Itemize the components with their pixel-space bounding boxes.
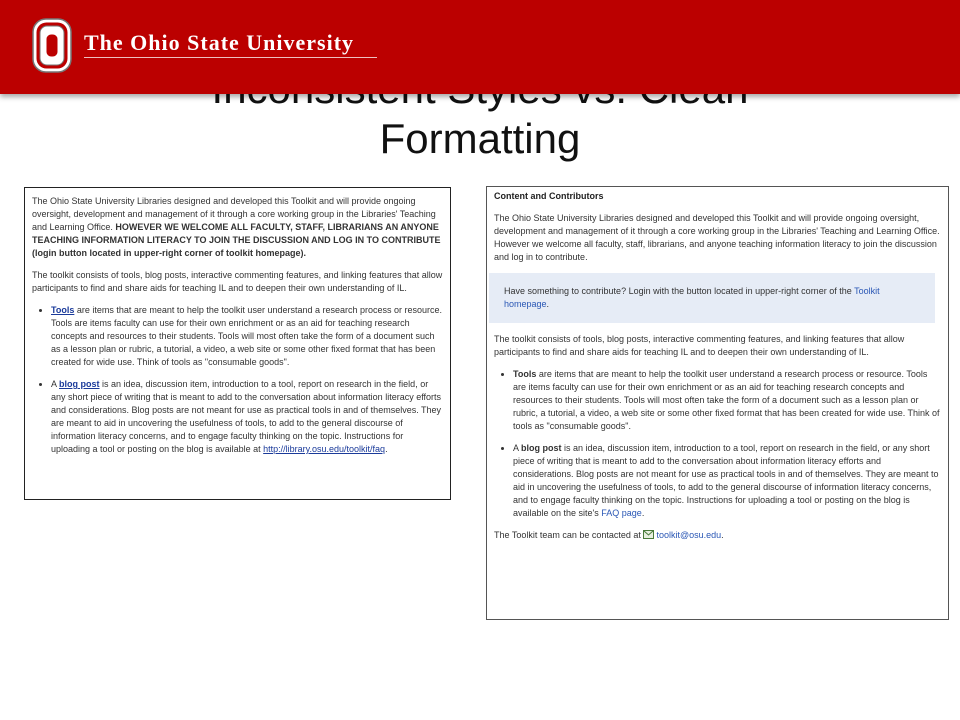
list-item: [51, 378, 443, 456]
left-consists-paragraph: The toolkit consists of tools, blog posts, interactive commenting features, and linking features that allow participants to find and share aids for teaching IL and to deepen their own understanding of IL.: [32, 270, 443, 293]
content-contributors-heading: Content and Contributors: [494, 191, 604, 201]
left-intro-paragraph: [32, 195, 443, 260]
mail-icon: [643, 530, 654, 539]
left-definitions-list: [32, 304, 443, 456]
faq-url-link[interactable]: http://library.osu.edu/toolkit/faq: [263, 444, 386, 454]
tools-term: Tools: [513, 369, 537, 379]
contact-line: [494, 529, 941, 542]
tools-definition: are items that are meant to help the toolkit user understand a research process or resource. Tools are items faculty can use for their own enrichment or as an aid for teaching research concepts and resources to their students. Tools will most often take the form of a document such as a lesson plan or rubric, a tutorial, a video, a web site or some other fixed format that has been created for wide use. Think of tools as "consumable goods".: [513, 369, 940, 431]
contact-text: The Toolkit team can be contacted at: [494, 530, 644, 540]
blog-end: .: [385, 444, 388, 454]
toolkit-homepage-link[interactable]: Toolkit homepage: [504, 286, 880, 309]
toolkit-email-link[interactable]: toolkit@osu.edu: [656, 530, 722, 540]
clean-formatting-panel: [486, 186, 949, 620]
tools-definition: are items that are meant to help the toolkit user understand a research process or resource. Tools are items faculty can use for their own enrichment or as an aid for teaching research concepts and resources to their students. Tools will most often take the form of a document such as a lesson plan or rubric, a tutorial, a video, a web site or some other fixed format that has been created for wide use. Think of tools as "consumable goods".: [51, 305, 443, 367]
blog-prefix: A: [513, 443, 522, 453]
contact-end: .: [721, 530, 724, 540]
inconsistent-styles-panel: [24, 187, 451, 500]
blog-term: blog post: [521, 443, 562, 453]
callout-text: Have something to contribute? Login with the button located in upper-right corner of the: [504, 286, 855, 296]
list-item: [51, 304, 443, 369]
left-intro-text: The Ohio State University Libraries designed and developed this Toolkit and will provide ongoing oversight, development and management of it through a core working group in the Libraries' Teaching and Learning Office.: [32, 196, 436, 232]
blog-definition: is an idea, discussion item, introduction to a tool, report on research in the field, or any short piece of writing that is meant to add to the conversation about information literacy efforts and considerations. Blog posts are not meant for use as practical tools in and of themselves. They are meant to aid in uncovering the usefulness of tools, to add to the general discourse of information literacy concerns, and to engage faculty thinking on the topic. Instructions for uploading a tool or posting on the blog is available at: [51, 379, 442, 454]
right-consists-paragraph: The toolkit consists of tools, blog posts, interactive commenting features, and linking features that allow participants to find and share aids for teaching IL and to deepen their own understanding of IL.: [494, 334, 905, 357]
blog-prefix: A: [51, 379, 60, 389]
blog-definition: is an idea, discussion item, introduction to a tool, report on research in the field, or any short piece of writing that is meant to add to the conversation about information literacy efforts and considerations. Blog posts are not meant for use as practical tools in and of themselves. They are meant to aid in uncovering the usefulness of tools, to add to the general discourse of information literacy concerns, and to engage faculty thinking on the topic. Instructions for uploading a tool or posting on the blog is available on the site's: [513, 443, 939, 518]
university-header-banner: [0, 0, 960, 94]
left-intro-caps: HOWEVER WE WELCOME ALL FACULTY, STAFF, LIBRARIANS AN ANYONE TEACHING INFORMATION LITERACY TO JOIN THE DISCUSSION AND LOG IN TO CONTRIBUTE (login button located in upper-right corner of toolkit homepage).: [32, 222, 441, 258]
slide-title-line2: Formatting: [379, 115, 581, 162]
contribute-callout: [489, 273, 935, 323]
list-item: [513, 442, 941, 520]
block-o-logo: [32, 18, 72, 73]
callout-end: .: [546, 299, 550, 309]
blog-end: .: [641, 508, 645, 518]
tools-term-link[interactable]: Tools: [51, 305, 75, 315]
blog-term-link[interactable]: blog post: [59, 379, 100, 389]
faq-page-link[interactable]: FAQ page: [601, 508, 642, 518]
list-item: [513, 368, 941, 433]
university-name: The Ohio State University: [84, 30, 355, 55]
wordmark-underline: [84, 57, 377, 58]
right-intro-paragraph: The Ohio State University Libraries designed and developed this Toolkit and will provide ongoing oversight, development and management of it through a core working group in the Libraries' Teaching and Learning Office. However we welcome all faculty, staff, librarians, and anyone teaching information literacy to join the discussion and log in to contribute.: [494, 213, 940, 262]
right-definitions-list: [494, 368, 941, 520]
